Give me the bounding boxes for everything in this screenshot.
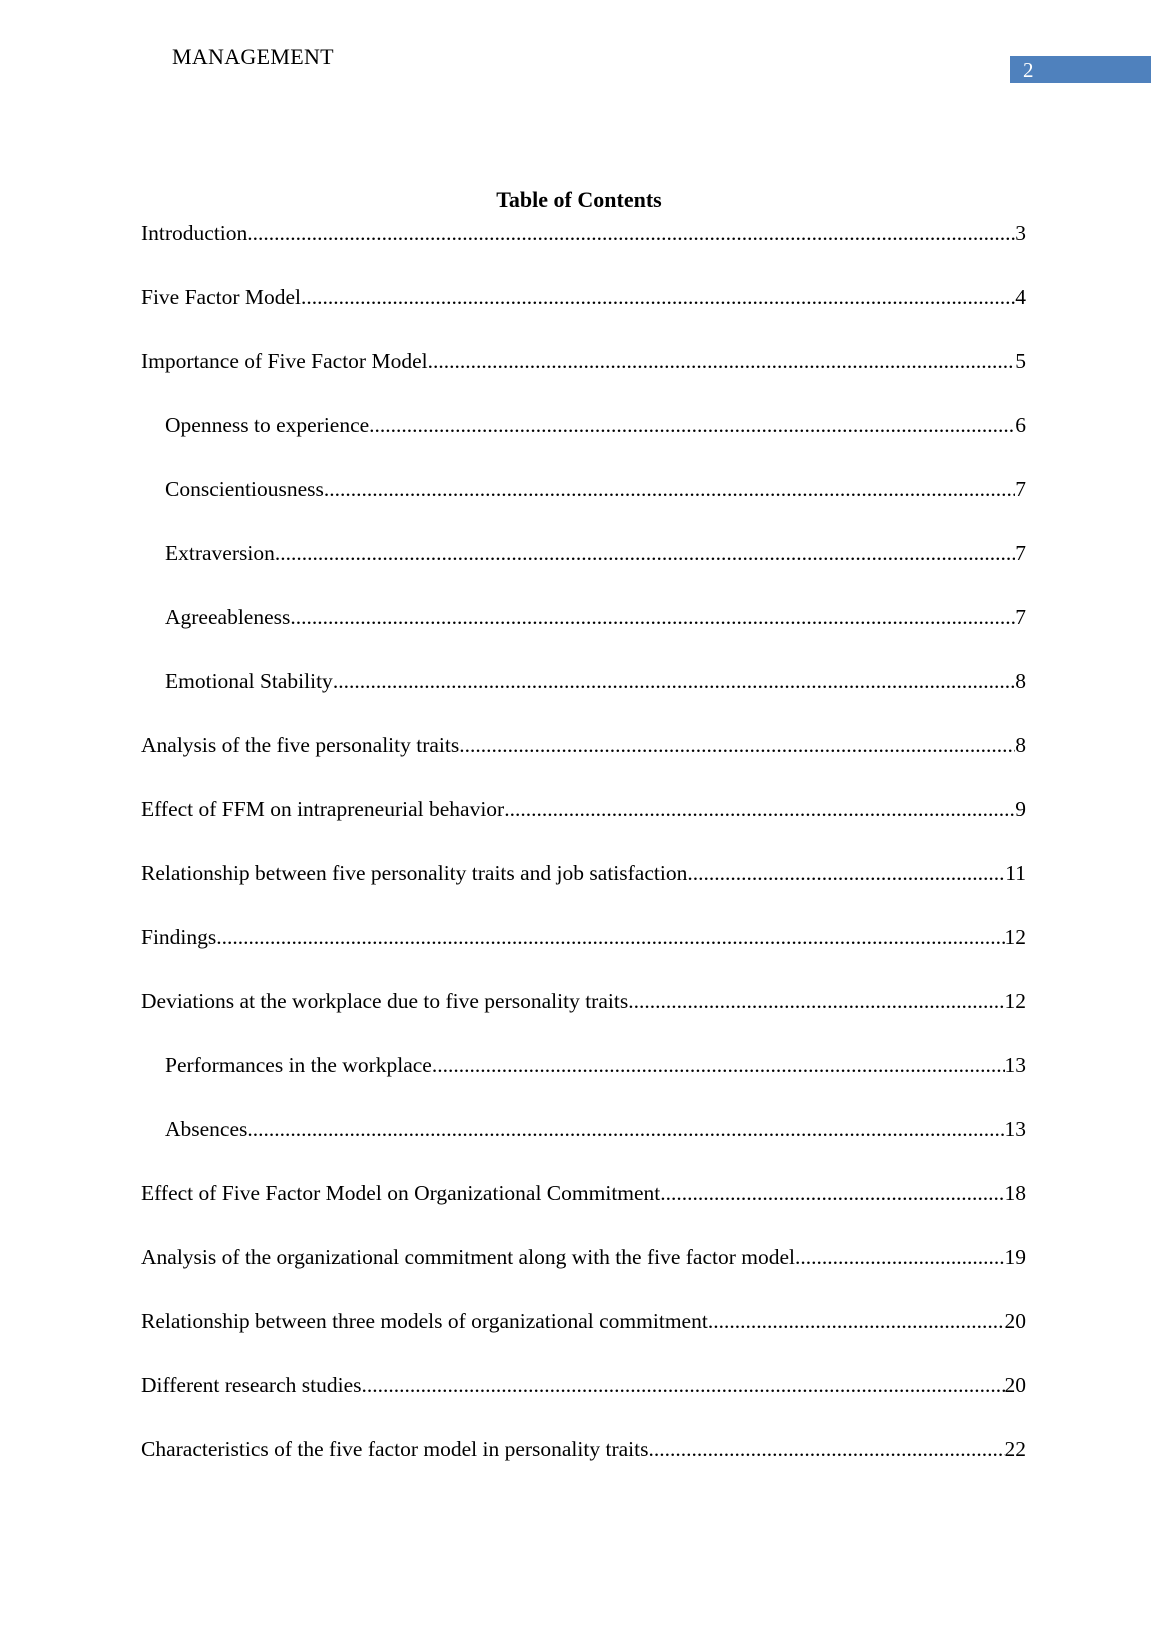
toc-entry-label: Agreeableness bbox=[165, 605, 291, 629]
toc-entry-label: Analysis of the five personality traits bbox=[141, 733, 460, 757]
toc-entry-five-factor-model[interactable] bbox=[141, 283, 1026, 347]
toc-entry-page: 7 bbox=[1015, 541, 1026, 565]
toc-entry-introduction[interactable] bbox=[141, 219, 1026, 283]
toc-entry-page: 12 bbox=[1004, 925, 1026, 949]
toc-entry-label: Introduction bbox=[141, 221, 248, 245]
toc-entry-label: Absences bbox=[165, 1117, 248, 1141]
toc-entry-page: 18 bbox=[1004, 1181, 1026, 1205]
toc-entry-label: Effect of FFM on intrapreneurial behavior bbox=[141, 797, 505, 821]
toc-entry-ffm-intrapreneurial[interactable] bbox=[141, 795, 1026, 859]
dot-leader bbox=[333, 667, 1015, 695]
toc-entry-label: Effect of Five Factor Model on Organizational Commitment bbox=[141, 1181, 661, 1205]
page-number-badge: 2 bbox=[1010, 56, 1151, 83]
toc-entry-page: 22 bbox=[1004, 1437, 1026, 1461]
dot-leader bbox=[361, 1371, 1004, 1399]
dot-leader bbox=[459, 731, 1015, 759]
dot-leader bbox=[428, 347, 1016, 375]
toc-entry-label: Findings bbox=[141, 925, 217, 949]
toc-entry-label: Analysis of the organizational commitment along with the five factor model bbox=[141, 1245, 795, 1269]
toc-entry-label: Importance of Five Factor Model bbox=[141, 349, 428, 373]
toc-entry-page: 12 bbox=[1004, 989, 1026, 1013]
toc-entry-label: Different research studies bbox=[141, 1373, 362, 1397]
toc-entry-page: 8 bbox=[1015, 733, 1026, 757]
toc-entry-analysis-traits[interactable] bbox=[141, 731, 1026, 795]
toc-entry-page: 19 bbox=[1004, 1245, 1026, 1269]
toc-entry-page: 8 bbox=[1015, 669, 1026, 693]
toc-entry-page: 9 bbox=[1015, 797, 1026, 821]
running-header: MANAGEMENT bbox=[172, 44, 334, 69]
toc-entry-label: Extraversion bbox=[165, 541, 275, 565]
toc-entry-label: Deviations at the workplace due to five personality traits bbox=[141, 989, 629, 1013]
dot-leader bbox=[660, 1179, 1004, 1207]
dot-leader bbox=[301, 283, 1015, 311]
toc-entry-label: Conscientiousness bbox=[165, 477, 324, 501]
dot-leader bbox=[290, 603, 1015, 631]
toc-entry-label: Performances in the workplace bbox=[165, 1053, 432, 1077]
dot-leader bbox=[687, 859, 1005, 887]
toc-entry-three-models[interactable] bbox=[141, 1307, 1026, 1371]
toc-entry-page: 7 bbox=[1015, 605, 1026, 629]
toc-entry-extraversion[interactable] bbox=[141, 539, 1026, 603]
toc-entry-page: 7 bbox=[1015, 477, 1026, 501]
toc-entry-label: Relationship between three models of organizational commitment bbox=[141, 1309, 708, 1333]
toc-entry-page: 11 bbox=[1005, 861, 1026, 885]
toc-entry-page: 13 bbox=[1004, 1053, 1026, 1077]
dot-leader bbox=[628, 987, 1004, 1015]
toc-entry-page: 20 bbox=[1004, 1373, 1026, 1397]
toc-entry-agreeableness[interactable] bbox=[141, 603, 1026, 667]
dot-leader bbox=[504, 795, 1015, 823]
dot-leader bbox=[369, 411, 1015, 439]
toc-entry-research-studies[interactable] bbox=[141, 1371, 1026, 1435]
toc-entry-page: 20 bbox=[1004, 1309, 1026, 1333]
toc-entry-absences[interactable] bbox=[141, 1115, 1026, 1179]
dot-leader bbox=[216, 923, 1004, 951]
toc-entry-importance-of-ffm[interactable] bbox=[141, 347, 1026, 411]
dot-leader bbox=[795, 1243, 1005, 1271]
toc-entry-page: 4 bbox=[1015, 285, 1026, 309]
toc-entry-label: Emotional Stability bbox=[165, 669, 333, 693]
toc-entry-org-commitment[interactable] bbox=[141, 1179, 1026, 1243]
toc-entry-page: 13 bbox=[1004, 1117, 1026, 1141]
toc-entry-label: Openness to experience bbox=[165, 413, 370, 437]
toc-heading: Table of Contents bbox=[496, 187, 662, 212]
toc-entry-label: Five Factor Model bbox=[141, 285, 302, 309]
dot-leader bbox=[648, 1435, 1004, 1463]
toc-entry-page: 6 bbox=[1015, 413, 1026, 437]
toc-entry-page: 5 bbox=[1015, 349, 1026, 373]
table-of-contents bbox=[141, 219, 1026, 1499]
toc-entry-conscientiousness[interactable] bbox=[141, 475, 1026, 539]
dot-leader bbox=[275, 539, 1015, 567]
toc-entry-openness[interactable] bbox=[141, 411, 1026, 475]
dot-leader bbox=[247, 1115, 1004, 1143]
dot-leader bbox=[247, 219, 1015, 247]
toc-entry-job-satisfaction[interactable] bbox=[141, 859, 1026, 923]
dot-leader bbox=[324, 475, 1015, 503]
toc-entry-label: Relationship between five personality traits and job satisfaction bbox=[141, 861, 688, 885]
toc-entry-label: Characteristics of the five factor model in personality traits bbox=[141, 1437, 649, 1461]
toc-entry-characteristics[interactable] bbox=[141, 1435, 1026, 1499]
dot-leader bbox=[708, 1307, 1005, 1335]
toc-entry-analysis-org-commitment[interactable] bbox=[141, 1243, 1026, 1307]
toc-entry-emotional-stability[interactable] bbox=[141, 667, 1026, 731]
toc-entry-performances[interactable] bbox=[141, 1051, 1026, 1115]
toc-entry-findings[interactable] bbox=[141, 923, 1026, 987]
dot-leader bbox=[432, 1051, 1005, 1079]
toc-entry-deviations[interactable] bbox=[141, 987, 1026, 1051]
toc-entry-page: 3 bbox=[1015, 221, 1026, 245]
